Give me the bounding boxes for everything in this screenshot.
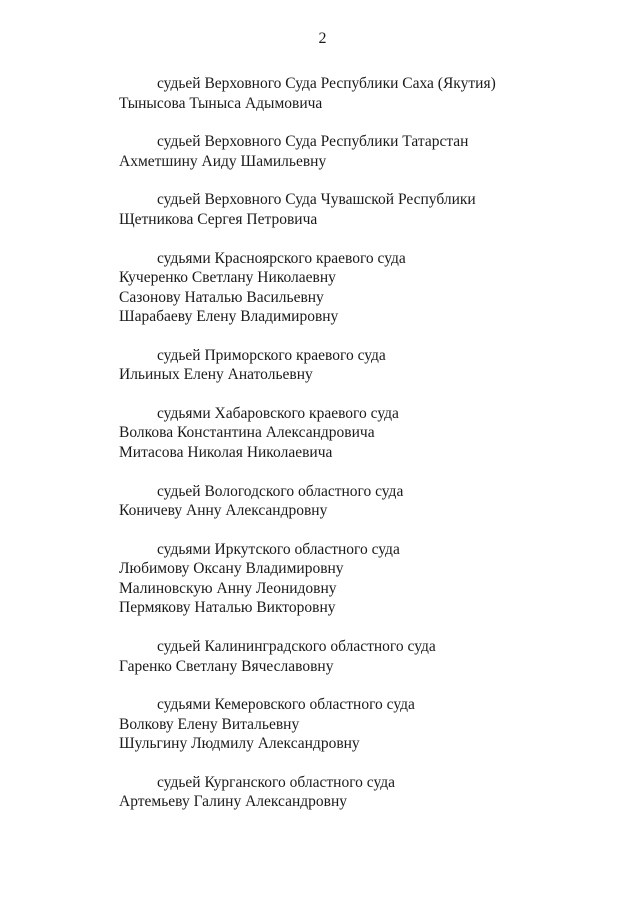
judge-name: Пермякову Наталью Викторовну [119, 599, 336, 617]
judge-name: Шарабаеву Елену Владимировну [119, 308, 339, 326]
judge-name: Любимову Оксану Владимировну [119, 560, 344, 578]
section-block [119, 132, 619, 171]
page-number: 2 [318, 30, 327, 47]
judge-name: Волкову Елену Витальевну [119, 715, 300, 733]
judge-name: Волкова Константина Александровича [119, 424, 375, 442]
judge-name: Малиновскую Анну Леонидовну [119, 579, 337, 597]
section-block [119, 404, 619, 463]
section-heading: судьей Верховного Суда Республики Саха (Якутия) [157, 75, 496, 92]
section-heading: судьей Вологодского областного суда [157, 482, 404, 500]
judge-name: Ахметшину Аиду Шамильевну [119, 152, 327, 170]
section-block [119, 482, 619, 521]
section-heading: судьями Кемеровского областного суда [157, 696, 415, 714]
section-block [119, 637, 619, 676]
judge-name: Щетникова Сергея Петровича [119, 210, 318, 228]
section-heading: судьей Приморского краевого суда [157, 346, 386, 364]
section-block [119, 190, 619, 229]
judge-name: Коничеву Анну Александровну [119, 502, 328, 520]
judge-name: Артемьеву Галину Александровну [119, 793, 348, 811]
judge-name: Ильиных Елену Анатольевну [119, 366, 313, 384]
section-heading: судьями Хабаровского краевого суда [157, 404, 399, 422]
judge-name: Митасова Николая Николаевича [119, 443, 333, 461]
judge-name: Тынысова Тыныса Адымовича [119, 94, 323, 112]
judge-name: Шульгину Людмилу Александровну [119, 735, 360, 753]
judge-name: Гаренко Светлану Вячеславовну [119, 657, 334, 675]
section-block [119, 695, 619, 754]
section-block [119, 773, 619, 812]
section-block [119, 74, 619, 113]
section-heading: судьей Курганского областного суда [157, 773, 396, 791]
section-block [119, 346, 619, 385]
section-heading: судьей Верховного Суда Республики Татарстан [157, 133, 469, 151]
judge-name: Кучеренко Светлану Николаевну [119, 269, 336, 287]
section-heading: судьями Иркутского областного суда [157, 540, 400, 558]
appointments-list [119, 74, 619, 831]
section-heading: судьями Красноярского краевого суда [157, 249, 406, 267]
section-block [119, 249, 619, 327]
section-block [119, 540, 619, 618]
judge-name: Сазонову Наталью Васильевну [119, 288, 324, 306]
section-heading: судьей Верховного Суда Чувашской Республики [157, 191, 476, 209]
section-heading: судьей Калининградского областного суда [157, 638, 436, 655]
